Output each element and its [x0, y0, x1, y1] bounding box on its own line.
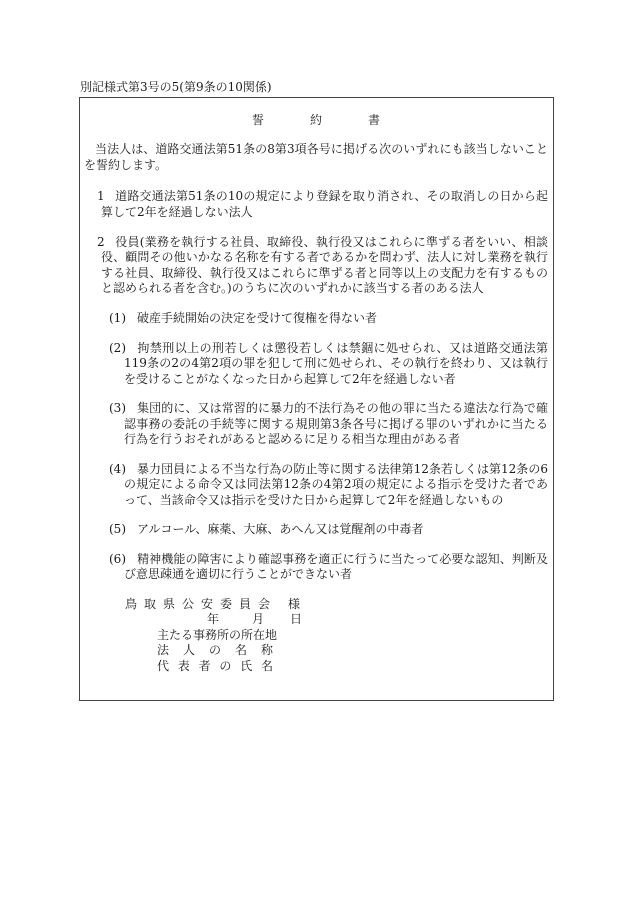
sub-item-text: 精神機能の障害により確認事務を適正に行うに当たって必要な認知、判断及び意思疎通を適切に行うことができない者	[124, 551, 548, 581]
sub-item-number: (2)	[109, 340, 126, 355]
date-day-label: 日	[290, 612, 303, 626]
sub-item-5	[109, 522, 548, 538]
pledge-frame	[79, 97, 554, 701]
item-2	[97, 234, 548, 297]
sub-item-text: 破産手続開始の決定を受けて復権を得ない者	[137, 311, 378, 325]
signature-block	[84, 597, 548, 675]
item-1	[97, 189, 548, 220]
representative-name-label: 代 表 者 の 氏 名	[157, 658, 273, 673]
sub-item-number: (3)	[109, 401, 126, 415]
sub-item-text: 拘禁刑以上の刑若しくは懲役若しくは禁錮に処せられ、又は道路交通法第119条の2の4第2項の罪を犯して刑に処せられ、その執行を終わり、又は執行を受けることがなくなった日から起算して2年を経過しない者	[124, 340, 548, 386]
form-number: 別記様式第3号の5(第9条の10関係)	[80, 80, 272, 94]
item-text: 役員(業務を執行する社員、取締役、執行役又はこれらに準ずる者をいい、相談役、顧問その他いかなる名称を有する者であるかを問わず、法人に対し業務を執行する社員、取締役、執行役又はこれらに準ずる者と同等以上の支配力を有するものと認められる者を含む。)のうちに次のいずれかに該当する者のある法人	[101, 234, 548, 295]
date-month-label: 月	[252, 612, 265, 626]
sub-item-number: (5)	[109, 522, 126, 536]
title-row	[84, 113, 548, 129]
office-address-line	[84, 628, 548, 644]
addressee-line	[84, 597, 548, 613]
sub-item-2	[109, 340, 548, 388]
sub-item-1	[109, 311, 548, 327]
sub-item-number: (6)	[109, 551, 126, 566]
honorific: 様	[288, 596, 301, 611]
item-number: 2	[97, 234, 105, 249]
corporation-name-line	[84, 643, 548, 659]
sub-item-4	[109, 461, 548, 509]
item-text: 道路交通法第51条の10の規定により登録を取り消され、その取消しの日から起算して2年を経過しない法人	[101, 189, 548, 219]
office-address-label: 主たる事務所の所在地	[157, 627, 278, 642]
sub-item-text: アルコール、麻薬、大麻、あへん又は覚醒剤の中毒者	[137, 522, 424, 536]
sub-item-6	[109, 551, 548, 583]
date-year-label: 年	[207, 612, 220, 626]
intro-paragraph: 当法人は、道路交通法第51条の8第3項各号に掲げる次のいずれにも該当しないことを誓約します。	[84, 142, 548, 172]
document-title: 誓 約 書	[252, 113, 380, 127]
addressee: 鳥 取 県 公 安 委 員 会	[125, 596, 270, 611]
corporation-name-label: 法 人 の 名 称	[157, 643, 273, 657]
sub-item-3	[109, 401, 548, 448]
date-line	[84, 612, 548, 628]
sub-item-text: 集団的に、又は常習的に暴力的不法行為その他の罪に当たる違法な行為で確認事務の委託の手続等に関する規則第3条各号に掲げる罪のいずれかに当たる行為を行うおそれがあると認めるに足りる相当な理由がある者	[124, 401, 548, 446]
sub-item-number: (4)	[109, 461, 126, 476]
item-number: 1	[97, 189, 105, 203]
sub-item-number: (1)	[109, 311, 126, 325]
sub-item-text: 暴力団員による不当な行為の防止等に関する法律第12条若しくは第12条の6の規定による命令又は同法第12条の4第2項の規定による指示を受けた者であって、当該命令又は指示を受けた日から起算して2年を経過しないもの	[124, 461, 548, 507]
representative-name-line	[84, 659, 548, 675]
